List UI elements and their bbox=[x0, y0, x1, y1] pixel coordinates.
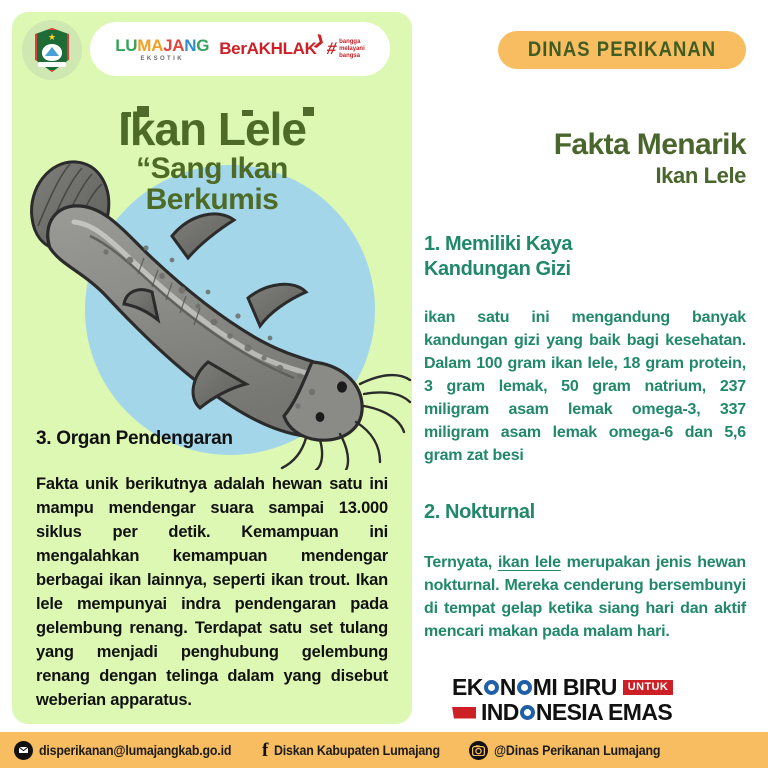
lumajang-tagline: EKSOTIK bbox=[140, 55, 184, 62]
ring-o-icon bbox=[520, 705, 535, 720]
fact-2-heading-line-1: 2. Nokturnal bbox=[424, 501, 535, 523]
fact-3-block bbox=[36, 428, 388, 712]
fakta-menarik-heading bbox=[426, 128, 746, 189]
lumajang-part-5: G bbox=[196, 35, 210, 55]
fact-2-body bbox=[424, 551, 746, 643]
page-subtitle-line-2: Berkumis bbox=[145, 183, 279, 216]
fakta-heading-line-2: Ikan Lele bbox=[655, 163, 746, 188]
page-subtitle-line-1: “Sang Ikan bbox=[136, 152, 288, 185]
untuk-badge: UNTUK bbox=[623, 680, 674, 695]
fact-2-body-pre: Ternyata, bbox=[424, 554, 498, 571]
dinas-perikanan-badge bbox=[498, 31, 746, 69]
bangga-line-1: bangga bbox=[339, 38, 361, 45]
ekonomi-line1-c: MI BIRU bbox=[532, 674, 617, 700]
partner-logo-pill bbox=[90, 22, 390, 76]
bangga-melayani-bangsa-logo bbox=[324, 38, 365, 60]
facebook-icon: f bbox=[261, 739, 269, 761]
ekonomi-biru-logo bbox=[452, 676, 732, 724]
footer-instagram-item[interactable] bbox=[469, 741, 675, 760]
dinas-perikanan-badge-label: DINAS PERIKANAN bbox=[527, 38, 717, 61]
ekonomi-line1-a: EK bbox=[452, 674, 483, 700]
ekonomi-line1-b: N bbox=[499, 674, 516, 700]
lumajang-eksotik-logo bbox=[115, 37, 209, 62]
lumajang-part-4: N bbox=[184, 35, 197, 55]
bangga-line-3: bangsa bbox=[339, 52, 361, 59]
ekonomi-line2-a: IND bbox=[481, 699, 519, 725]
berakhlak-swoosh-icon: ❯ bbox=[312, 31, 327, 50]
left-title-block bbox=[24, 104, 400, 216]
fact-1-heading-line-1: 1. Memiliki Kaya bbox=[424, 233, 573, 255]
fact-3-body: Fakta unik berikutnya adalah hewan satu ini mampu mendengar suara sampai 13.000 siklus per detik. Kemampuan ini mengalahkan kemampuan mendengar berbagai ikan lainnya, seperti ikan trout. Ikan lele mempunyai indra pendengaran pada gelembung renang. Terdapat satu set tulang yang menjadi penghubung gelembung renang dengan telinga dalam yang disebut weberian apparatus. bbox=[36, 475, 388, 709]
bangga-line-2: melayani bbox=[339, 45, 365, 52]
fakta-heading-line-1: Fakta Menarik bbox=[553, 128, 746, 161]
footer-email-text: disperikanan@lumajangkab.go.id bbox=[39, 742, 232, 758]
fact-1-heading-line-2: Kandungan Gizi bbox=[424, 258, 571, 280]
fact-2-body-underlined: ikan lele bbox=[497, 554, 561, 571]
lumajang-part-1: LU bbox=[115, 35, 138, 55]
ring-o-icon bbox=[484, 680, 499, 695]
ring-o-icon bbox=[517, 680, 532, 695]
lumajang-part-2: MA bbox=[137, 35, 164, 55]
berakhlak-logo bbox=[219, 31, 327, 59]
fact-1-body: ikan satu ini mengandung banyak kandungan gizi yang baik bagi kesehatan. Dalam 100 gram ikan lele, 18 gram protein, 3 gram lemak, 50 gram natrium, 237 miligram asam lemak omega-3, 337 miligram asam lemak omega-6 dan 5,6 gram zat besi bbox=[424, 309, 746, 464]
fact-2-body-post: merupakan jenis hewan nokturnal. Mereka cenderung bersembunyi di tempat gelap ketika siang hari dan aktif mencari makan pada malam hari. bbox=[424, 554, 746, 640]
indonesia-flag-icon bbox=[452, 707, 476, 719]
lumajang-regency-crest-icon: ★ bbox=[22, 20, 82, 80]
footer-facebook-text: Diskan Kabupaten Lumajang bbox=[274, 742, 441, 758]
fact-1-block bbox=[424, 232, 746, 467]
fact-2-block bbox=[424, 500, 746, 643]
lumajang-part-3: JA bbox=[163, 35, 185, 55]
berakhlak-wordmark: BerAKHLAK bbox=[219, 39, 317, 58]
footer-facebook-item[interactable] bbox=[262, 741, 455, 760]
bangga-hash-icon: # bbox=[324, 39, 339, 58]
instagram-icon bbox=[469, 741, 488, 760]
page-title: Ikan Lele bbox=[118, 103, 306, 155]
logo-strip bbox=[22, 20, 390, 80]
footer-instagram-text: @Dinas Perikanan Lumajang bbox=[493, 742, 660, 758]
footer-email-item[interactable] bbox=[14, 741, 248, 760]
footer-bar bbox=[0, 732, 768, 768]
email-icon bbox=[14, 741, 33, 760]
ekonomi-line2-b: NESIA EMAS bbox=[535, 699, 673, 725]
fact-3-heading: 3. Organ Pendengaran bbox=[36, 428, 233, 449]
